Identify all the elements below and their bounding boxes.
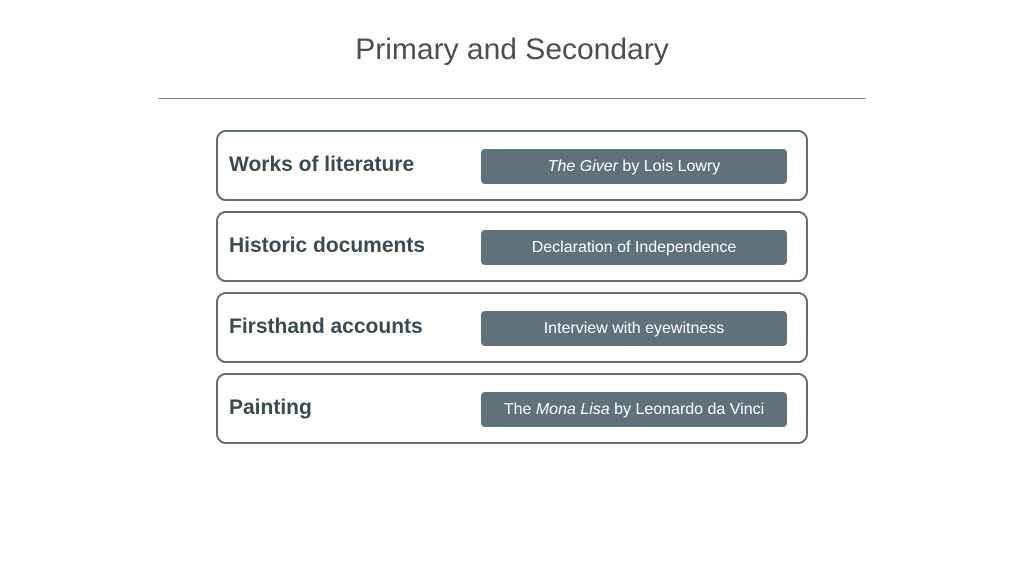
example-box <box>481 392 787 427</box>
row-label: Works of literature <box>229 153 415 176</box>
row-label: Painting <box>229 396 312 419</box>
row-historic-documents <box>216 211 808 282</box>
example-box <box>481 230 787 265</box>
source-examples-list <box>216 130 808 454</box>
example-italic-text: The Giver <box>547 158 618 175</box>
example-suffix-text: by Lois Lowry <box>617 158 721 175</box>
row-works-of-literature <box>216 130 808 201</box>
slide-title: Primary and Secondary <box>355 33 669 66</box>
example-suffix-text: by Leonardo da Vinci <box>609 401 765 418</box>
title-divider <box>158 98 866 99</box>
example-box <box>481 149 787 184</box>
example-box <box>481 311 787 346</box>
row-label: Historic documents <box>229 234 426 257</box>
example-prefix-text: The <box>503 401 536 418</box>
example-italic-text: Mona Lisa <box>535 401 610 418</box>
example-text: Declaration of Independence <box>531 239 737 256</box>
row-label: Firsthand accounts <box>229 315 423 338</box>
example-text: Interview with eyewitness <box>543 320 725 337</box>
row-painting <box>216 373 808 444</box>
row-firsthand-accounts <box>216 292 808 363</box>
